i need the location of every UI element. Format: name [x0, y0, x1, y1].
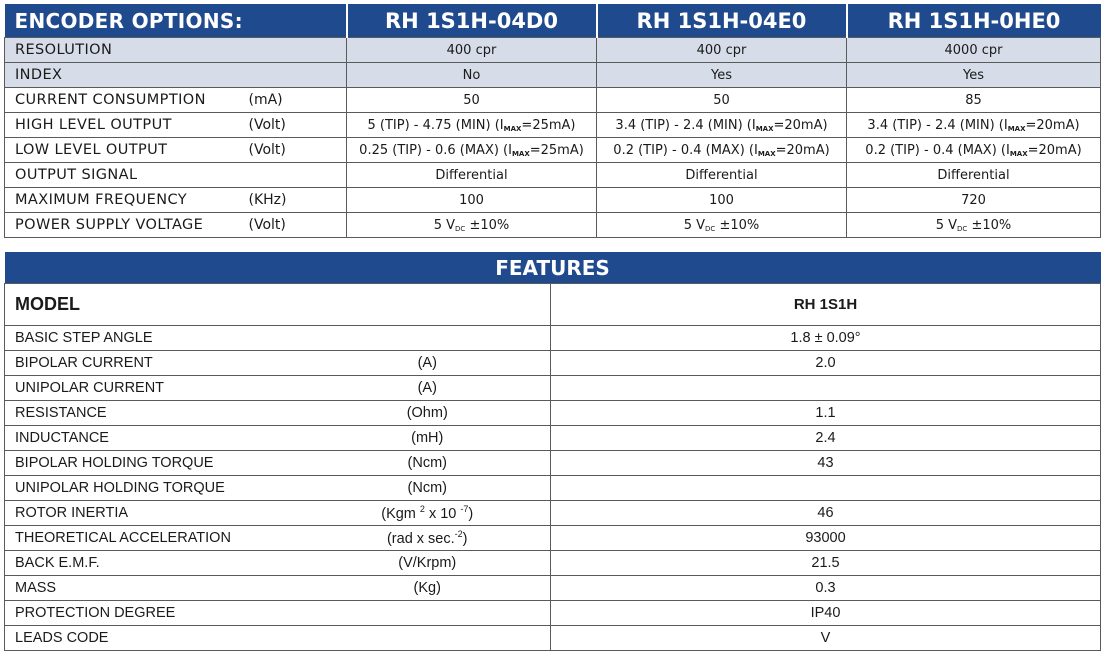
- feature-value: V: [551, 626, 1101, 651]
- model-value: RH 1S1H: [551, 284, 1101, 326]
- feature-unit: [305, 501, 551, 526]
- features-table: [4, 252, 1101, 651]
- value-subscript: DC: [455, 224, 466, 233]
- value-subscript: MAX: [1007, 124, 1026, 133]
- unit-text: x 10: [424, 505, 461, 522]
- value-subscript: MAX: [757, 149, 776, 158]
- unit-exponent: -7: [460, 504, 469, 515]
- feature-label: RESISTANCE: [5, 401, 305, 426]
- feature-label: BASIC STEP ANGLE: [5, 326, 305, 351]
- encoder-row: [5, 38, 1101, 63]
- feature-value: 93000: [551, 526, 1101, 551]
- encoder-row-label: MAXIMUM FREQUENCY: [5, 188, 247, 213]
- feature-value: 1.8 ± 0.09°: [551, 326, 1101, 351]
- feature-row: [5, 626, 1101, 651]
- encoder-row-unit: [247, 38, 347, 63]
- encoder-value-cell: [347, 138, 597, 163]
- encoder-value-cell: 100: [347, 188, 597, 213]
- encoder-row: [5, 213, 1101, 238]
- feature-label: LEADS CODE: [5, 626, 305, 651]
- feature-value: 1.1: [551, 401, 1101, 426]
- value-text: 0.2 (TIP) - 0.4 (MAX) (I: [613, 142, 758, 158]
- unit-text: ): [468, 505, 474, 522]
- value-text: =20mA): [1027, 142, 1082, 158]
- value-subscript: DC: [705, 224, 716, 233]
- feature-value: 43: [551, 451, 1101, 476]
- value-text: 3.4 (TIP) - 2.4 (MIN) (I: [615, 117, 756, 133]
- feature-row: [5, 351, 1101, 376]
- encoder-row-label: CURRENT CONSUMPTION: [5, 88, 247, 113]
- encoder-value-cell: [347, 113, 597, 138]
- feature-row: [5, 476, 1101, 501]
- encoder-value-cell: 100: [597, 188, 847, 213]
- feature-label: MASS: [5, 576, 305, 601]
- encoder-row-label: HIGH LEVEL OUTPUT: [5, 113, 247, 138]
- encoder-row: [5, 113, 1101, 138]
- encoder-row: [5, 63, 1101, 88]
- feature-row: [5, 326, 1101, 351]
- encoder-row-label: POWER SUPPLY VOLTAGE: [5, 213, 247, 238]
- feature-value: IP40: [551, 601, 1101, 626]
- feature-value: 46: [551, 501, 1101, 526]
- value-text: 3.4 (TIP) - 2.4 (MIN) (I: [867, 117, 1008, 133]
- encoder-model-header: RH 1S1H-04E0: [597, 4, 847, 38]
- encoder-row: [5, 138, 1101, 163]
- feature-value: 0.3: [551, 576, 1101, 601]
- encoder-value-cell: [597, 213, 847, 238]
- value-text: =20mA): [775, 142, 830, 158]
- encoder-value-cell: [597, 113, 847, 138]
- feature-unit: (Ncm): [305, 476, 551, 501]
- encoder-value-cell: 720: [847, 188, 1101, 213]
- feature-row: [5, 601, 1101, 626]
- feature-unit: (Ncm): [305, 451, 551, 476]
- value-text: ±10%: [967, 217, 1012, 233]
- encoder-row-unit: (Volt): [247, 138, 347, 163]
- feature-row: [5, 551, 1101, 576]
- feature-row: [5, 426, 1101, 451]
- encoder-value-cell: No: [347, 63, 597, 88]
- feature-unit: (mH): [305, 426, 551, 451]
- encoder-row-unit: (Volt): [247, 113, 347, 138]
- value-text: =20mA): [773, 117, 828, 133]
- encoder-row-label: RESOLUTION: [5, 38, 247, 63]
- encoder-row-unit: (Volt): [247, 213, 347, 238]
- value-text: ±10%: [465, 217, 510, 233]
- value-subscript: MAX: [503, 124, 522, 133]
- feature-label: ROTOR INERTIA: [5, 501, 305, 526]
- encoder-value-cell: Differential: [597, 163, 847, 188]
- feature-unit: (V/Krpm): [305, 551, 551, 576]
- value-text: 0.25 (TIP) - 0.6 (MAX) (I: [359, 142, 512, 158]
- feature-unit: (A): [305, 351, 551, 376]
- features-title: FEATURES: [5, 252, 1101, 284]
- unit-text: (rad x sec.: [386, 530, 455, 547]
- model-row: [5, 284, 1101, 326]
- feature-unit: (A): [305, 376, 551, 401]
- encoder-row-unit: (mA): [247, 88, 347, 113]
- encoder-model-header: RH 1S1H-04D0: [347, 4, 597, 38]
- feature-label: UNIPOLAR HOLDING TORQUE: [5, 476, 305, 501]
- encoder-value-cell: [597, 138, 847, 163]
- value-text: 5 V: [433, 217, 456, 233]
- feature-label: BIPOLAR CURRENT: [5, 351, 305, 376]
- encoder-row: [5, 88, 1101, 113]
- encoder-value-cell: Yes: [847, 63, 1101, 88]
- value-text: =25mA): [521, 117, 576, 133]
- encoder-row-label: LOW LEVEL OUTPUT: [5, 138, 247, 163]
- value-subscript: DC: [957, 224, 968, 233]
- feature-value: 2.0: [551, 351, 1101, 376]
- value-text: 5 (TIP) - 4.75 (MIN) (I: [367, 117, 504, 133]
- feature-row: [5, 501, 1101, 526]
- encoder-row-label: INDEX: [5, 63, 247, 88]
- encoder-title: ENCODER OPTIONS:: [5, 4, 347, 38]
- unit-exponent: -2: [454, 529, 463, 540]
- feature-row: [5, 526, 1101, 551]
- encoder-value-cell: [347, 213, 597, 238]
- model-label: MODEL: [5, 284, 551, 326]
- value-subscript: MAX: [755, 124, 774, 133]
- encoder-value-cell: 400 cpr: [347, 38, 597, 63]
- feature-value: [551, 376, 1101, 401]
- feature-row: [5, 576, 1101, 601]
- encoder-value-cell: 50: [597, 88, 847, 113]
- encoder-header-row: [5, 4, 1101, 38]
- feature-label: BIPOLAR HOLDING TORQUE: [5, 451, 305, 476]
- encoder-model-header: RH 1S1H-0HE0: [847, 4, 1101, 38]
- feature-unit: [305, 626, 551, 651]
- value-text: =25mA): [529, 142, 584, 158]
- feature-row: [5, 451, 1101, 476]
- encoder-options-table: [4, 4, 1101, 238]
- feature-label: PROTECTION DEGREE: [5, 601, 305, 626]
- value-text: =20mA): [1025, 117, 1080, 133]
- encoder-value-cell: [847, 138, 1101, 163]
- encoder-row-label: OUTPUT SIGNAL: [5, 163, 247, 188]
- encoder-value-cell: Differential: [847, 163, 1101, 188]
- encoder-row-unit: (KHz): [247, 188, 347, 213]
- encoder-value-cell: 4000 cpr: [847, 38, 1101, 63]
- feature-unit: (Ohm): [305, 401, 551, 426]
- feature-unit: [305, 526, 551, 551]
- unit-text: (Kgm: [381, 505, 420, 522]
- unit-exponent: 2: [419, 504, 425, 515]
- feature-label: THEORETICAL ACCELERATION: [5, 526, 305, 551]
- encoder-value-cell: Differential: [347, 163, 597, 188]
- feature-label: INDUCTANCE: [5, 426, 305, 451]
- encoder-row-unit: [247, 163, 347, 188]
- feature-label: BACK E.M.F.: [5, 551, 305, 576]
- feature-unit: [305, 601, 551, 626]
- encoder-value-cell: 400 cpr: [597, 38, 847, 63]
- encoder-value-cell: 85: [847, 88, 1101, 113]
- feature-unit: (Kg): [305, 576, 551, 601]
- feature-value: 21.5: [551, 551, 1101, 576]
- encoder-row: [5, 188, 1101, 213]
- encoder-value-cell: 50: [347, 88, 597, 113]
- value-text: 5 V: [683, 217, 706, 233]
- value-subscript: MAX: [1009, 149, 1028, 158]
- feature-row: [5, 401, 1101, 426]
- encoder-value-cell: [847, 113, 1101, 138]
- unit-text: ): [462, 530, 468, 547]
- encoder-value-cell: Yes: [597, 63, 847, 88]
- feature-label: UNIPOLAR CURRENT: [5, 376, 305, 401]
- feature-value: 2.4: [551, 426, 1101, 451]
- feature-unit: [305, 326, 551, 351]
- feature-value: [551, 476, 1101, 501]
- value-subscript: MAX: [511, 149, 530, 158]
- value-text: ±10%: [715, 217, 760, 233]
- features-header-row: [5, 252, 1101, 284]
- encoder-row-unit: [247, 63, 347, 88]
- encoder-value-cell: [847, 213, 1101, 238]
- feature-row: [5, 376, 1101, 401]
- value-text: 0.2 (TIP) - 0.4 (MAX) (I: [865, 142, 1010, 158]
- encoder-row: [5, 163, 1101, 188]
- value-text: 5 V: [935, 217, 958, 233]
